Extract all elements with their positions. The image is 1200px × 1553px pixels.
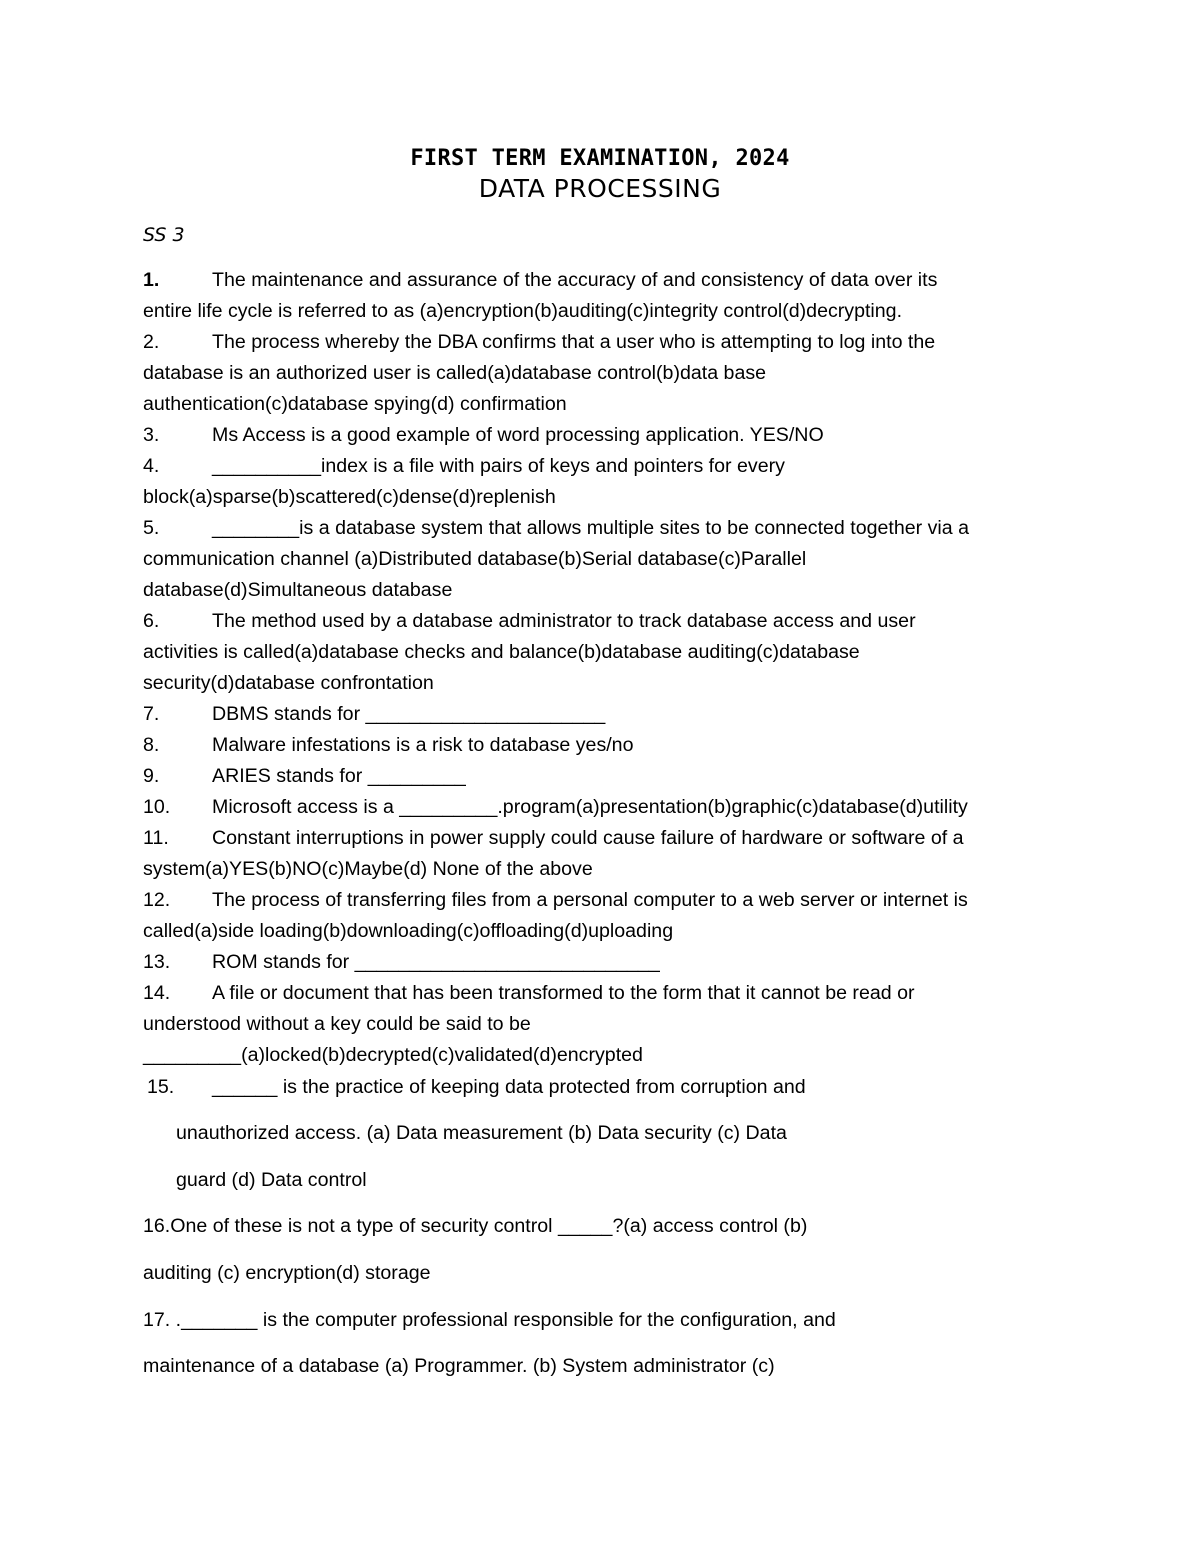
question-text: ROM stands for ____________________________ (212, 951, 660, 973)
question-line (143, 826, 1073, 850)
question-number: 12. (143, 889, 171, 911)
question-text: auditing (c) encryption(d) storage (143, 1262, 431, 1284)
question-number: 7. (143, 703, 160, 725)
question-line (143, 1043, 1073, 1067)
question-text: The method used by a database administrator to track database access and user (212, 610, 916, 632)
question-line (143, 1012, 1073, 1036)
question-line (143, 361, 1073, 385)
question-number: 13. (143, 951, 171, 973)
question-text: entire life cycle is referred to as (a)encryption(b)auditing(c)integrity control(d)decrypting. (143, 300, 903, 322)
question-line (143, 1354, 1073, 1378)
question-number: 3. (143, 424, 160, 446)
question-line (143, 795, 1073, 819)
question-text: _________(a)locked(b)decrypted(c)validated(d)encrypted (143, 1044, 643, 1066)
question-text: communication channel (a)Distributed database(b)Serial database(c)Parallel (143, 548, 807, 570)
question-line (143, 268, 1073, 292)
question-text: database(d)Simultaneous database (143, 579, 453, 601)
question-number: 11. (143, 827, 169, 849)
question-number: 14. (143, 982, 171, 1004)
question-line (143, 888, 1073, 912)
question-line (143, 299, 1073, 323)
question-number: 15. (147, 1076, 175, 1098)
question-line (143, 330, 1073, 354)
question-number: 2. (143, 331, 160, 353)
question-text: 17. ._______ is the computer professional responsible for the configuration, and (143, 1309, 836, 1331)
question-text: understood without a key could be said to be (143, 1013, 531, 1035)
question-text: Malware infestations is a risk to database yes/no (212, 734, 634, 756)
class-label: SS 3 (143, 224, 185, 246)
question-text: block(a)sparse(b)scattered(c)dense(d)replenish (143, 486, 556, 508)
question-line (143, 981, 1073, 1005)
question-text: A file or document that has been transformed to the form that it cannot be read or (212, 982, 915, 1004)
question-number: 4. (143, 455, 160, 477)
exam-title: FIRST TERM EXAMINATION, 2024 (410, 146, 790, 171)
question-text: database is an authorized user is called(a)database control(b)data base (143, 362, 767, 384)
question-line (176, 1168, 1106, 1192)
question-text: The process of transferring files from a personal computer to a web server or internet is (212, 889, 968, 911)
question-line (147, 1075, 1077, 1099)
question-text: security(d)database confrontation (143, 672, 434, 694)
question-number: 1. (143, 269, 160, 291)
question-text: activities is called(a)database checks and balance(b)database auditing(c)database (143, 641, 860, 663)
question-line (143, 733, 1073, 757)
question-text: system(a)YES(b)NO(c)Maybe(d) None of the above (143, 858, 593, 880)
question-number: 8. (143, 734, 160, 756)
question-line (143, 950, 1073, 974)
question-text: unauthorized access. (a) Data measurement (b) Data security (c) Data (176, 1122, 787, 1144)
question-line (176, 1121, 1106, 1145)
question-text: ________is a database system that allows multiple sites to be connected together via a (212, 517, 969, 539)
question-line (143, 1261, 1073, 1285)
question-text: The process whereby the DBA confirms that a user who is attempting to log into the (212, 331, 936, 353)
question-line (143, 578, 1073, 602)
question-line (143, 547, 1073, 571)
question-text: guard (d) Data control (176, 1169, 367, 1191)
question-text: ARIES stands for _________ (212, 765, 466, 787)
subject-title: DATA PROCESSING (478, 174, 722, 203)
question-text: Ms Access is a good example of word processing application. YES/NO (212, 424, 824, 446)
question-text: ______ is the practice of keeping data protected from corruption and (212, 1076, 806, 1098)
question-line (143, 919, 1073, 943)
question-text: Constant interruptions in power supply could cause failure of hardware or software of a (212, 827, 964, 849)
question-text: __________index is a file with pairs of keys and pointers for every (212, 455, 785, 477)
question-line (143, 671, 1073, 695)
question-text: DBMS stands for ______________________ (212, 703, 606, 725)
question-line (143, 1214, 1073, 1238)
question-text: maintenance of a database (a) Programmer. (b) System administrator (c) (143, 1355, 775, 1377)
question-line (143, 640, 1073, 664)
question-text: called(a)side loading(b)downloading(c)offloading(d)uploading (143, 920, 674, 942)
question-line (143, 609, 1073, 633)
question-text: authentication(c)database spying(d) confirmation (143, 393, 567, 415)
question-text: The maintenance and assurance of the accuracy of and consistency of data over its (212, 269, 938, 291)
question-number: 6. (143, 610, 160, 632)
question-number: 10. (143, 796, 171, 818)
question-line (143, 454, 1073, 478)
question-number: 9. (143, 765, 160, 787)
question-text: 16.One of these is not a type of security control _____?(a) access control (b) (143, 1215, 808, 1237)
question-line (143, 516, 1073, 540)
question-line (143, 702, 1073, 726)
question-line (143, 857, 1073, 881)
question-line (143, 423, 1073, 447)
question-line (143, 392, 1073, 416)
question-line (143, 764, 1073, 788)
question-line (143, 1308, 1073, 1332)
question-number: 5. (143, 517, 160, 539)
question-line (143, 485, 1073, 509)
question-text: Microsoft access is a _________.program(a)presentation(b)graphic(c)database(d)utility (212, 796, 968, 818)
